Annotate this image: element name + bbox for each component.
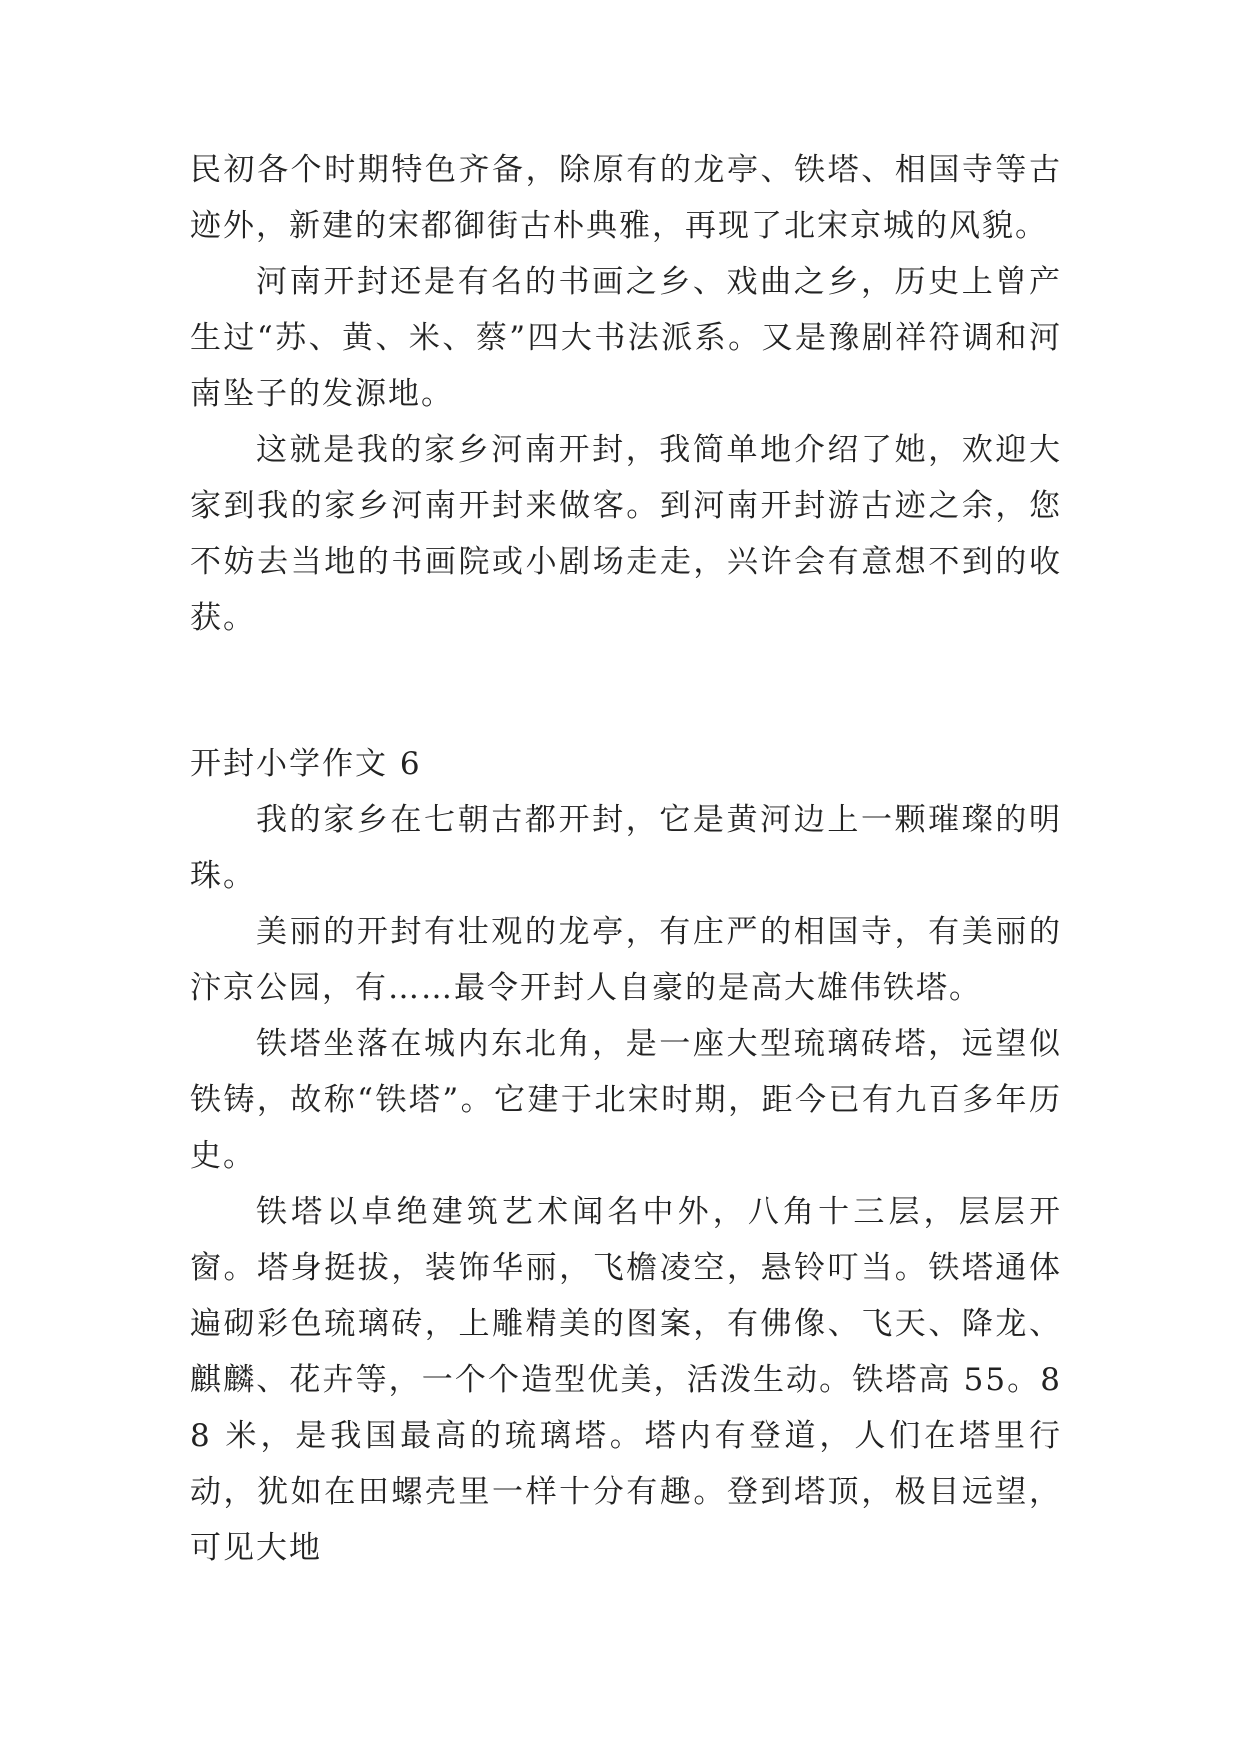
- paragraph-s1-p2: 河南开封还是有名的书画之乡、戏曲之乡，历史上曾产生过“苏、黄、米、蔡”四大书法派系。又是豫剧祥符调和河南坠子的发源地。: [190, 264, 1062, 412]
- paragraph-s2-p2: 美丽的开封有壮观的龙亭，有庄严的相国寺，有美丽的汴京公园，有……最令开封人自豪的是高大雄伟铁塔。: [190, 914, 1062, 1006]
- paragraph-s1-p1: 民初各个时期特色齐备，除原有的龙亭、铁塔、相国寺等古迹外，新建的宋都御街古朴典雅，再现了北宋京城的风貌。: [190, 152, 1062, 244]
- paragraph-s2-p1: 我的家乡在七朝古都开封，它是黄河边上一颗璀璨的明珠。: [190, 802, 1062, 894]
- paragraph-s2-p3: 铁塔坐落在城内东北角，是一座大型琉璃砖塔，远望似铁铸，故称“铁塔”。它建于北宋时期，距今已有九百多年历史。: [190, 1026, 1062, 1174]
- paragraph-s1-p3: 这就是我的家乡河南开封，我简单地介绍了她，欢迎大家到我的家乡河南开封来做客。到河南开封游古迹之余，您不妨去当地的书画院或小剧场走走，兴许会有意想不到的收获。: [190, 432, 1062, 636]
- section-2-body: [190, 736, 1062, 1576]
- section-title: 开封小学作文 6: [190, 746, 422, 782]
- section-1-body: [190, 142, 1062, 646]
- paragraph-s2-p4: 铁塔以卓绝建筑艺术闻名中外，八角十三层，层层开窗。塔身挺拔，装饰华丽，飞檐凌空，悬铃叮当。铁塔通体遍砌彩色琉璃砖，上雕精美的图案，有佛像、飞天、降龙、麒麟、花卉等，一个个造型优美，活泼生动。铁塔高 55。88 米，是我国最高的琉璃塔。塔内有登道，人们在塔里行动，犹如在田螺壳里一样十分有趣。登到塔顶，极目远望，可见大地: [190, 1194, 1062, 1566]
